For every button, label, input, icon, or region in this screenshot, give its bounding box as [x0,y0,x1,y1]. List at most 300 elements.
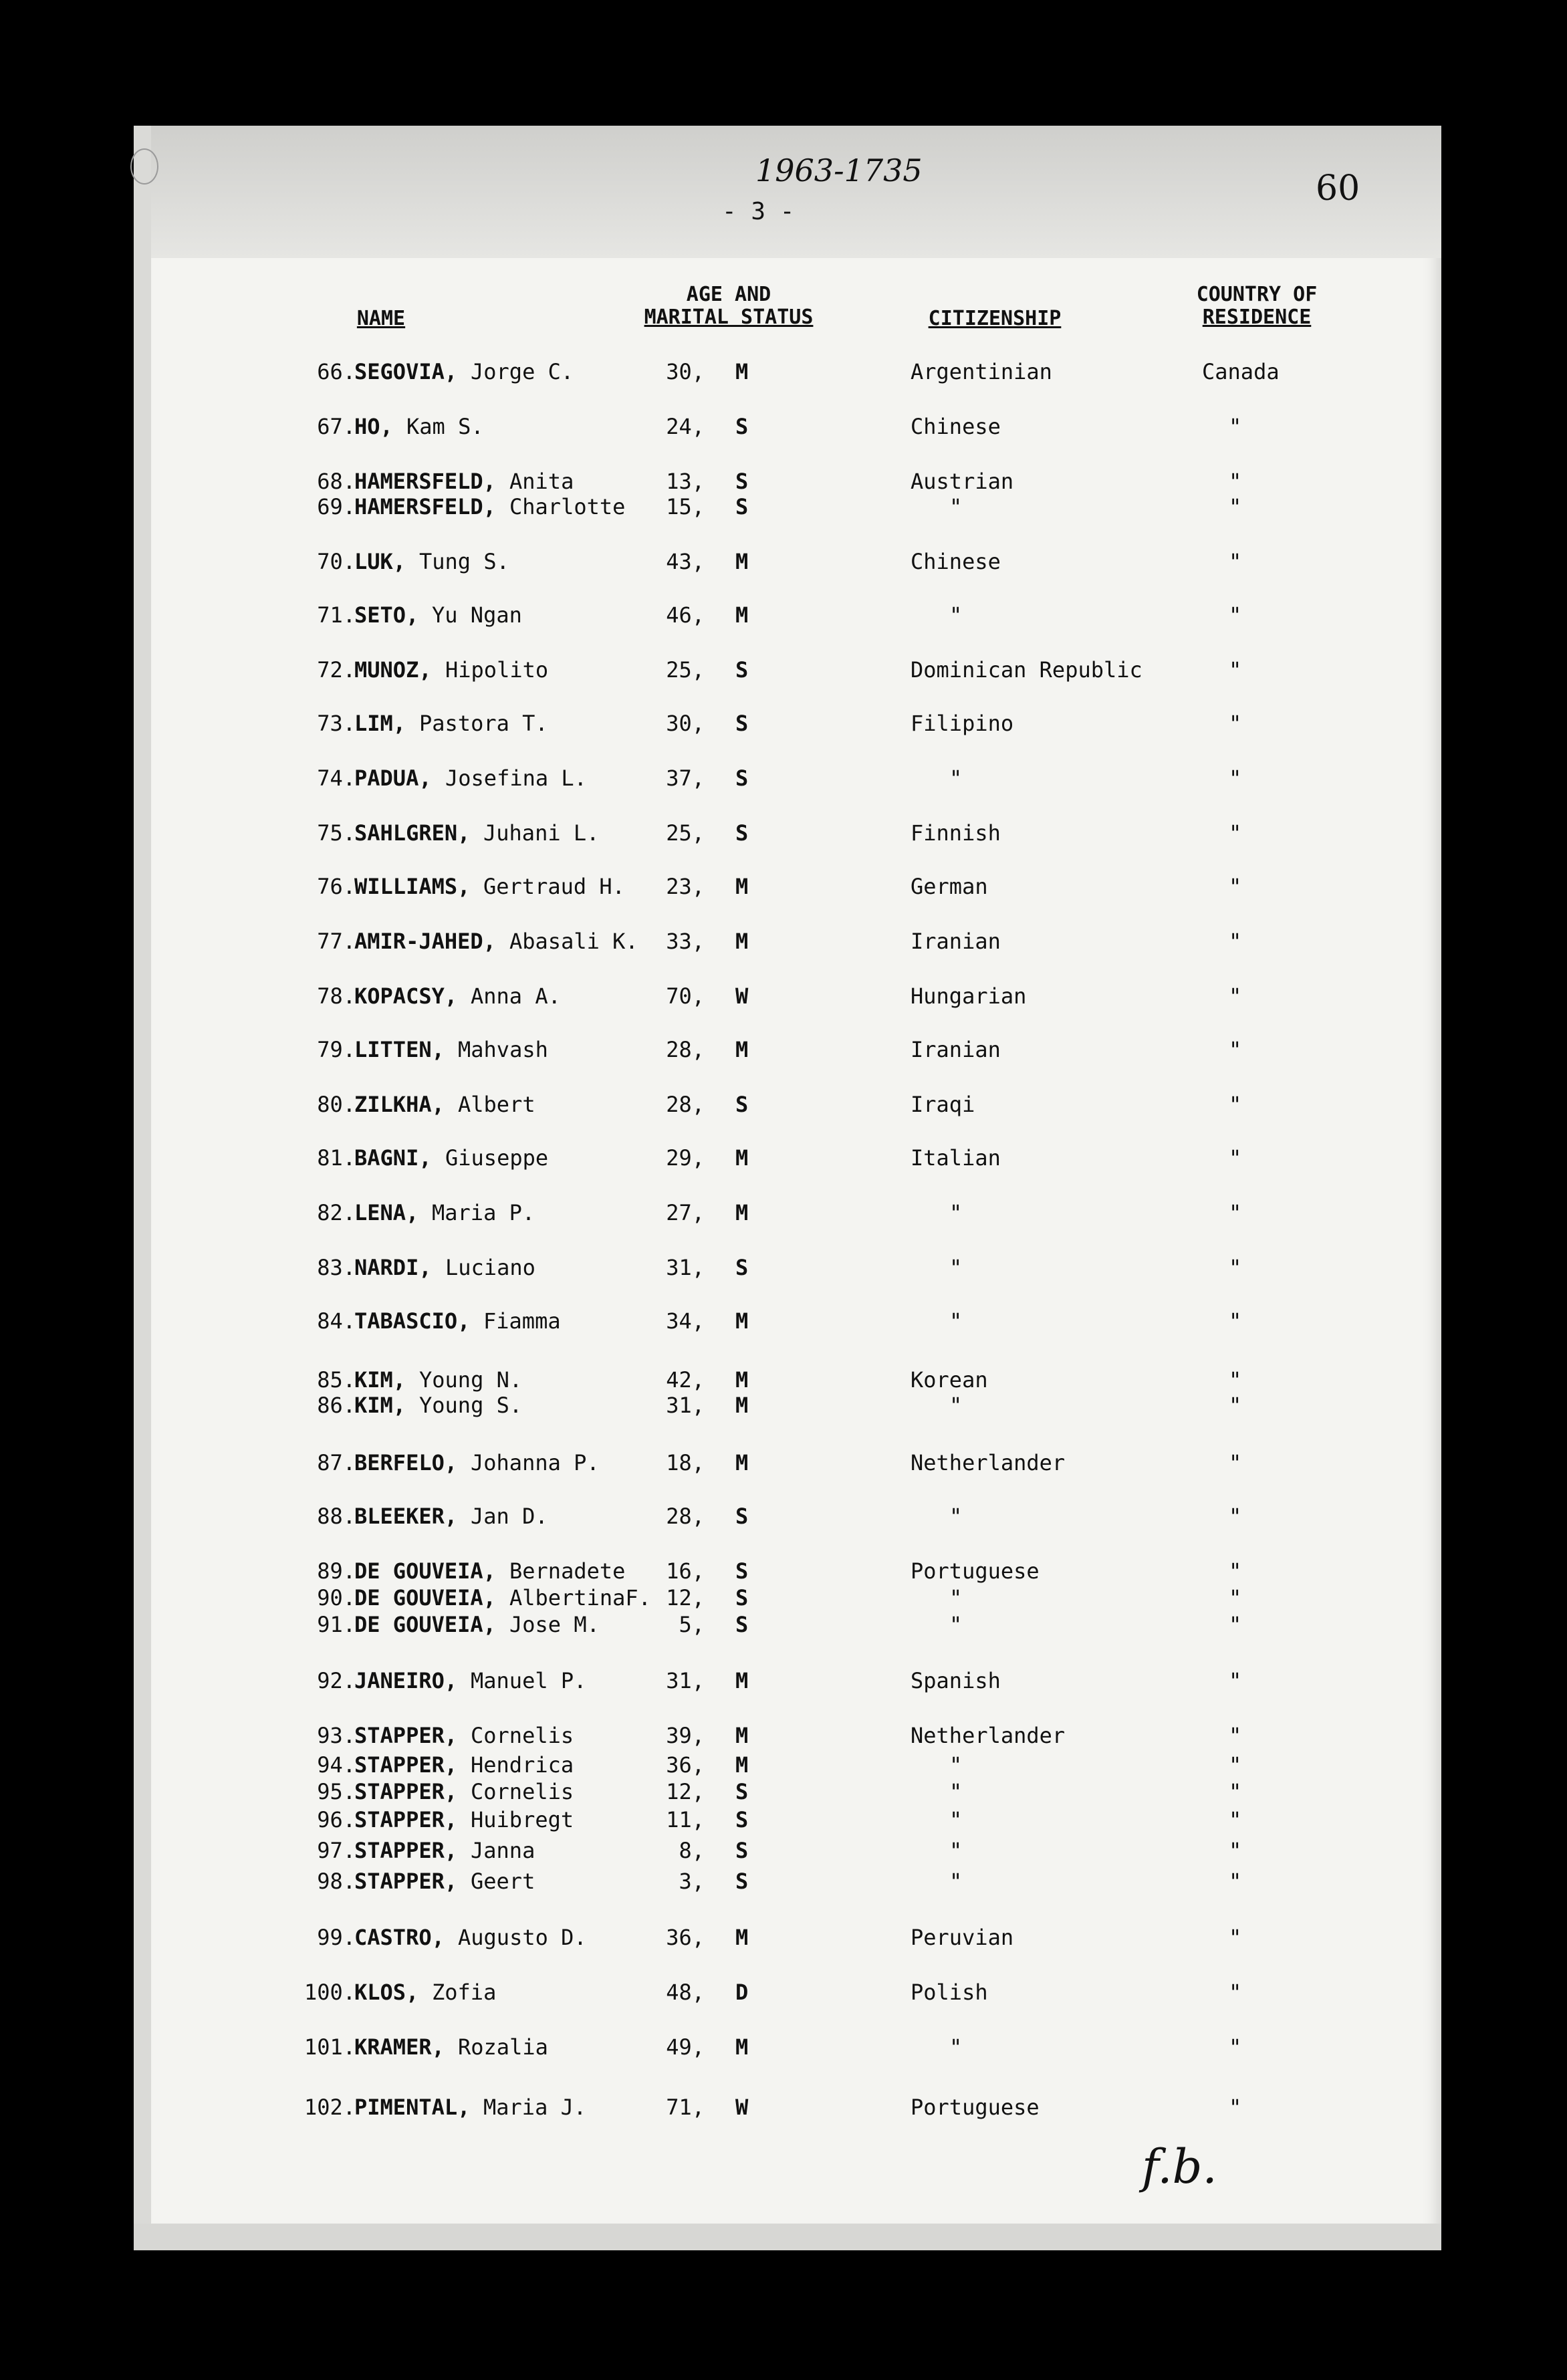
citizenship: " [949,1838,963,1863]
marital-status: M [735,929,749,954]
age: 31, [666,1668,705,1693]
marital-status: W [735,2095,749,2120]
given-name: Gertraud H. [483,874,625,899]
age: 12, [666,1779,705,1804]
age: 46, [666,602,705,628]
age: 30, [666,359,705,384]
citizenship: German [911,874,988,899]
age: 34, [666,1308,705,1334]
country-of-residence: " [1229,711,1242,736]
given-name: Zofia [432,1980,497,2005]
given-name: Cornelis [471,1779,574,1804]
marital-status: S [735,657,749,683]
given-name: Bernadete [509,1558,626,1584]
country-of-residence: " [1229,469,1242,494]
list-item [0,1722,1567,1749]
citizenship: Portuguese [911,1558,1040,1584]
country-of-residence: " [1229,1200,1242,1225]
country-of-residence: " [1229,549,1242,574]
age: 25, [666,657,705,683]
list-item [0,928,1567,955]
citizenship: " [949,2034,963,2060]
marital-status: M [735,1925,749,1950]
list-item [0,1503,1567,1530]
given-name: Cornelis [471,1723,574,1748]
country-of-residence: " [1229,1367,1242,1393]
marital-status: S [735,1838,749,1863]
given-name: Rozalia [458,2034,548,2060]
citizenship: Austrian [911,469,1014,494]
given-name: Abasali K. [509,929,638,954]
list-item [0,873,1567,900]
list-item [0,1392,1567,1419]
surname: STAPPER, [354,1752,458,1778]
entry-number: 66. [317,359,356,384]
marital-status: S [735,1092,749,1117]
age: 36, [666,1752,705,1778]
marital-status: M [735,1723,749,1748]
country-of-residence: " [1229,983,1242,1009]
age: 48, [666,1980,705,2005]
given-name: Juhani L. [483,820,600,846]
list-item [0,1091,1567,1118]
entry-number: 87. [317,1450,356,1475]
country-of-residence: " [1229,1752,1242,1778]
surname: SETO, [354,602,419,628]
country-of-residence: " [1229,2034,1242,2060]
country-of-residence: " [1229,1393,1242,1418]
surname: JANEIRO, [354,1668,458,1693]
given-name: Young N. [419,1367,523,1393]
list-item [0,657,1567,683]
surname: AMIR-JAHED, [354,929,496,954]
marital-status: M [735,2034,749,2060]
citizenship: Peruvian [911,1925,1014,1950]
country-of-residence: " [1229,1504,1242,1529]
entry-number: 91. [317,1612,356,1637]
citizenship: Iranian [911,1037,1001,1062]
citizenship: " [949,1308,963,1334]
marital-status: S [735,1612,749,1637]
surname: DE GOUVEIA, [354,1612,496,1637]
citizenship: " [949,1504,963,1529]
surname: LUK, [354,549,406,574]
entry-number: 67. [317,414,356,439]
list-item [0,1979,1567,2006]
country-of-residence: " [1229,1980,1242,2005]
citizenship: Iraqi [911,1092,975,1117]
surname: DE GOUVEIA, [354,1558,496,1584]
marital-status: M [735,549,749,574]
surname: STAPPER, [354,1869,458,1894]
entry-number: 78. [317,983,356,1009]
country-of-residence: " [1229,1585,1242,1611]
age: 25, [666,820,705,846]
list-item [0,765,1567,792]
country-of-residence: " [1229,494,1242,519]
citizenship: " [949,1393,963,1418]
given-name: Jorge C. [471,359,574,384]
surname: PADUA, [354,765,432,791]
citizenship: " [949,1255,963,1280]
header-name: NAME [356,307,406,330]
header-citizenship: CITIZENSHIP [928,307,1062,330]
given-name: Kam S. [406,414,484,439]
citizenship: " [949,1200,963,1225]
entry-number: 76. [317,874,356,899]
header-age-line1: AGE AND [686,283,771,306]
list-item [0,1806,1567,1833]
list-item [0,2034,1567,2060]
country-of-residence: " [1229,1558,1242,1584]
citizenship: " [949,494,963,519]
entry-number: 92. [317,1668,356,1693]
marital-status: M [735,1308,749,1334]
surname: HAMERSFELD, [354,494,496,519]
given-name: Mahvash [458,1037,548,1062]
citizenship: " [949,765,963,791]
header-residence-line1: COUNTRY OF [1196,283,1318,306]
surname: STAPPER, [354,1807,458,1832]
given-name: Huibregt [471,1807,574,1832]
entry-number: 77. [317,929,356,954]
list-item [0,468,1567,495]
list-item [0,1366,1567,1393]
list-item [0,1924,1567,1951]
country-of-residence: " [1229,1255,1242,1280]
list-item [0,1752,1567,1778]
citizenship: Italian [911,1145,1001,1171]
entry-number: 102. [304,2095,356,2120]
citizenship: Chinese [911,549,1001,574]
age: 24, [666,414,705,439]
age: 43, [666,549,705,574]
entry-number: 68. [317,469,356,494]
marital-status: S [735,765,749,791]
country-of-residence: " [1229,1838,1242,1863]
age: 28, [666,1037,705,1062]
surname: KIM, [354,1393,406,1418]
surname: STAPPER, [354,1779,458,1804]
country-of-residence: " [1229,1092,1242,1117]
marital-status: S [735,1504,749,1529]
given-name: Anita [509,469,574,494]
marital-status: S [735,1558,749,1584]
marital-status: S [735,711,749,736]
age: 49, [666,2034,705,2060]
page-number: 60 [1316,168,1360,209]
given-name: Josefina L. [445,765,587,791]
age: 3, [679,1869,705,1894]
marital-status: M [735,1752,749,1778]
citizenship: Chinese [911,414,1001,439]
given-name: Geert [471,1869,535,1894]
country-of-residence: " [1229,874,1242,899]
marital-status: S [735,1869,749,1894]
list-item [0,548,1567,575]
citizenship: Finnish [911,820,1001,846]
surname: KOPACSY, [354,983,458,1009]
surname: ZILKHA, [354,1092,445,1117]
marital-status: S [735,820,749,846]
entry-number: 90. [317,1585,356,1611]
country-of-residence: " [1229,602,1242,628]
given-name: AlbertinaF. [509,1585,651,1611]
age: 42, [666,1367,705,1393]
marital-status: S [735,494,749,519]
entry-number: 89. [317,1558,356,1584]
given-name: Pastora T. [419,711,548,736]
list-item [0,983,1567,1009]
citizenship: " [949,1779,963,1804]
age: 36, [666,1925,705,1950]
age: 28, [666,1504,705,1529]
age: 70, [666,983,705,1009]
marital-status: M [735,1200,749,1225]
marital-status: W [735,983,749,1009]
entry-number: 98. [317,1869,356,1894]
given-name: Jose M. [509,1612,600,1637]
list-item [0,1308,1567,1334]
country-of-residence: " [1229,1612,1242,1637]
citizenship: " [949,602,963,628]
surname: LIM, [354,711,406,736]
surname: KLOS, [354,1980,419,2005]
entry-number: 82. [317,1200,356,1225]
entry-number: 93. [317,1723,356,1748]
age: 12, [666,1585,705,1611]
surname: TABASCIO, [354,1308,471,1334]
entry-number: 69. [317,494,356,519]
list-item [0,1778,1567,1805]
country-of-residence: " [1229,1668,1242,1693]
given-name: Janna [471,1838,535,1863]
entry-number: 79. [317,1037,356,1062]
surname: SEGOVIA, [354,359,458,384]
marital-status: S [735,1585,749,1611]
surname: LITTEN, [354,1037,445,1062]
age: 11, [666,1807,705,1832]
country-of-residence: " [1229,2095,1242,2120]
country-of-residence: " [1229,1145,1242,1171]
surname: HAMERSFELD, [354,469,496,494]
citizenship: Filipino [911,711,1014,736]
marital-status: S [735,414,749,439]
surname: MUNOZ, [354,657,432,683]
citizenship: Argentinian [911,359,1052,384]
entry-number: 94. [317,1752,356,1778]
country-of-residence: " [1229,1779,1242,1804]
citizenship: Iranian [911,929,1001,954]
marital-status: S [735,1255,749,1280]
given-name: Augusto D. [458,1925,587,1950]
country-of-residence: " [1229,929,1242,954]
country-of-residence: Canada [1202,359,1280,384]
given-name: Charlotte [509,494,626,519]
surname: BLEEKER, [354,1504,458,1529]
entry-number: 80. [317,1092,356,1117]
citizenship: Netherlander [911,1450,1066,1475]
list-item [0,358,1567,385]
entry-number: 73. [317,711,356,736]
given-name: Hendrica [471,1752,574,1778]
page-bottom-shading [134,2224,1441,2250]
given-name: Maria P. [432,1200,535,1225]
list-item [0,1449,1567,1476]
given-name: Giuseppe [445,1145,549,1171]
country-of-residence: " [1229,1450,1242,1475]
citizenship: " [949,1807,963,1832]
marital-status: M [735,359,749,384]
list-item [0,413,1567,440]
marital-status: M [735,1145,749,1171]
surname: WILLIAMS, [354,874,471,899]
marital-status: S [735,1779,749,1804]
given-name: Fiamma [483,1308,561,1334]
list-item [0,710,1567,737]
citizenship: Dominican Republic [911,657,1142,683]
marital-status: M [735,1393,749,1418]
country-of-residence: " [1229,1723,1242,1748]
age: 13, [666,469,705,494]
list-item [0,1837,1567,1864]
country-of-residence: " [1229,820,1242,846]
entry-number: 101. [304,2034,356,2060]
surname: STAPPER, [354,1838,458,1863]
surname: HO, [354,414,393,439]
citizenship: Netherlander [911,1723,1066,1748]
header-residence-line2: RESIDENCE [1202,306,1312,329]
country-of-residence: " [1229,414,1242,439]
list-item [0,1584,1567,1611]
given-name: Albert [458,1092,535,1117]
marital-status: M [735,1668,749,1693]
surname: BAGNI, [354,1145,432,1171]
page-marker: - 3 - [722,198,795,225]
list-item [0,820,1567,846]
marital-status: M [735,1450,749,1475]
age: 30, [666,711,705,736]
list-item [0,1036,1567,1063]
entry-number: 72. [317,657,356,683]
age: 39, [666,1723,705,1748]
age: 5, [679,1612,705,1637]
list-item [0,1199,1567,1226]
marital-status: M [735,1367,749,1393]
age: 28, [666,1092,705,1117]
country-of-residence: " [1229,1925,1242,1950]
entry-number: 71. [317,602,356,628]
given-name: Jan D. [471,1504,548,1529]
given-name: Johanna P. [471,1450,600,1475]
entry-number: 96. [317,1807,356,1832]
age: 37, [666,765,705,791]
marital-status: D [735,1980,749,2005]
surname: NARDI, [354,1255,432,1280]
list-item [0,1667,1567,1694]
list-item [0,1558,1567,1584]
given-name: Young S. [419,1393,523,1418]
given-name: Tung S. [419,549,509,574]
surname: PIMENTAL, [354,2095,471,2120]
marital-status: M [735,602,749,628]
age: 33, [666,929,705,954]
citizenship: " [949,1585,963,1611]
given-name: Yu Ngan [432,602,522,628]
surname: DE GOUVEIA, [354,1585,496,1611]
surname: KRAMER, [354,2034,445,2060]
given-name: Hipolito [445,657,549,683]
country-of-residence: " [1229,657,1242,683]
marital-status: M [735,1037,749,1062]
age: 15, [666,494,705,519]
surname: STAPPER, [354,1723,458,1748]
age: 29, [666,1145,705,1171]
country-of-residence: " [1229,1869,1242,1894]
list-item [0,1868,1567,1895]
country-of-residence: " [1229,1308,1242,1334]
given-name: Luciano [445,1255,535,1280]
citizenship: " [949,1752,963,1778]
list-item [0,1145,1567,1171]
marital-status: S [735,1807,749,1832]
list-item [0,1611,1567,1638]
entry-number: 86. [317,1393,356,1418]
entry-number: 70. [317,549,356,574]
entry-number: 75. [317,820,356,846]
country-of-residence: " [1229,765,1242,791]
list-item [0,602,1567,628]
handwritten-initials: f.b. [1142,2139,1217,2194]
entry-number: 100. [304,1980,356,2005]
list-item [0,2094,1567,2121]
age: 31, [666,1393,705,1418]
entry-number: 84. [317,1308,356,1334]
age: 23, [666,874,705,899]
entry-number: 88. [317,1504,356,1529]
entry-number: 74. [317,765,356,791]
age: 8, [679,1838,705,1863]
citizenship: Polish [911,1980,988,2005]
age: 31, [666,1255,705,1280]
header-age-line2: MARITAL STATUS [644,306,814,329]
punch-hole-mark [130,148,158,185]
handwritten-file-number: 1963-1735 [755,152,923,189]
citizenship: " [949,1869,963,1894]
age: 27, [666,1200,705,1225]
entry-number: 95. [317,1779,356,1804]
citizenship: Portuguese [911,2095,1040,2120]
marital-status: S [735,469,749,494]
marital-status: M [735,874,749,899]
age: 71, [666,2095,705,2120]
country-of-residence: " [1229,1807,1242,1832]
entry-number: 97. [317,1838,356,1863]
age: 16, [666,1558,705,1584]
list-item [0,493,1567,520]
surname: BERFELO, [354,1450,458,1475]
list-item [0,1254,1567,1281]
citizenship: Korean [911,1367,988,1393]
entry-number: 85. [317,1367,356,1393]
age: 18, [666,1450,705,1475]
surname: LENA, [354,1200,419,1225]
given-name: Manuel P. [471,1668,587,1693]
surname: SAHLGREN, [354,820,471,846]
entry-number: 81. [317,1145,356,1171]
entry-number: 83. [317,1255,356,1280]
surname: CASTRO, [354,1925,445,1950]
